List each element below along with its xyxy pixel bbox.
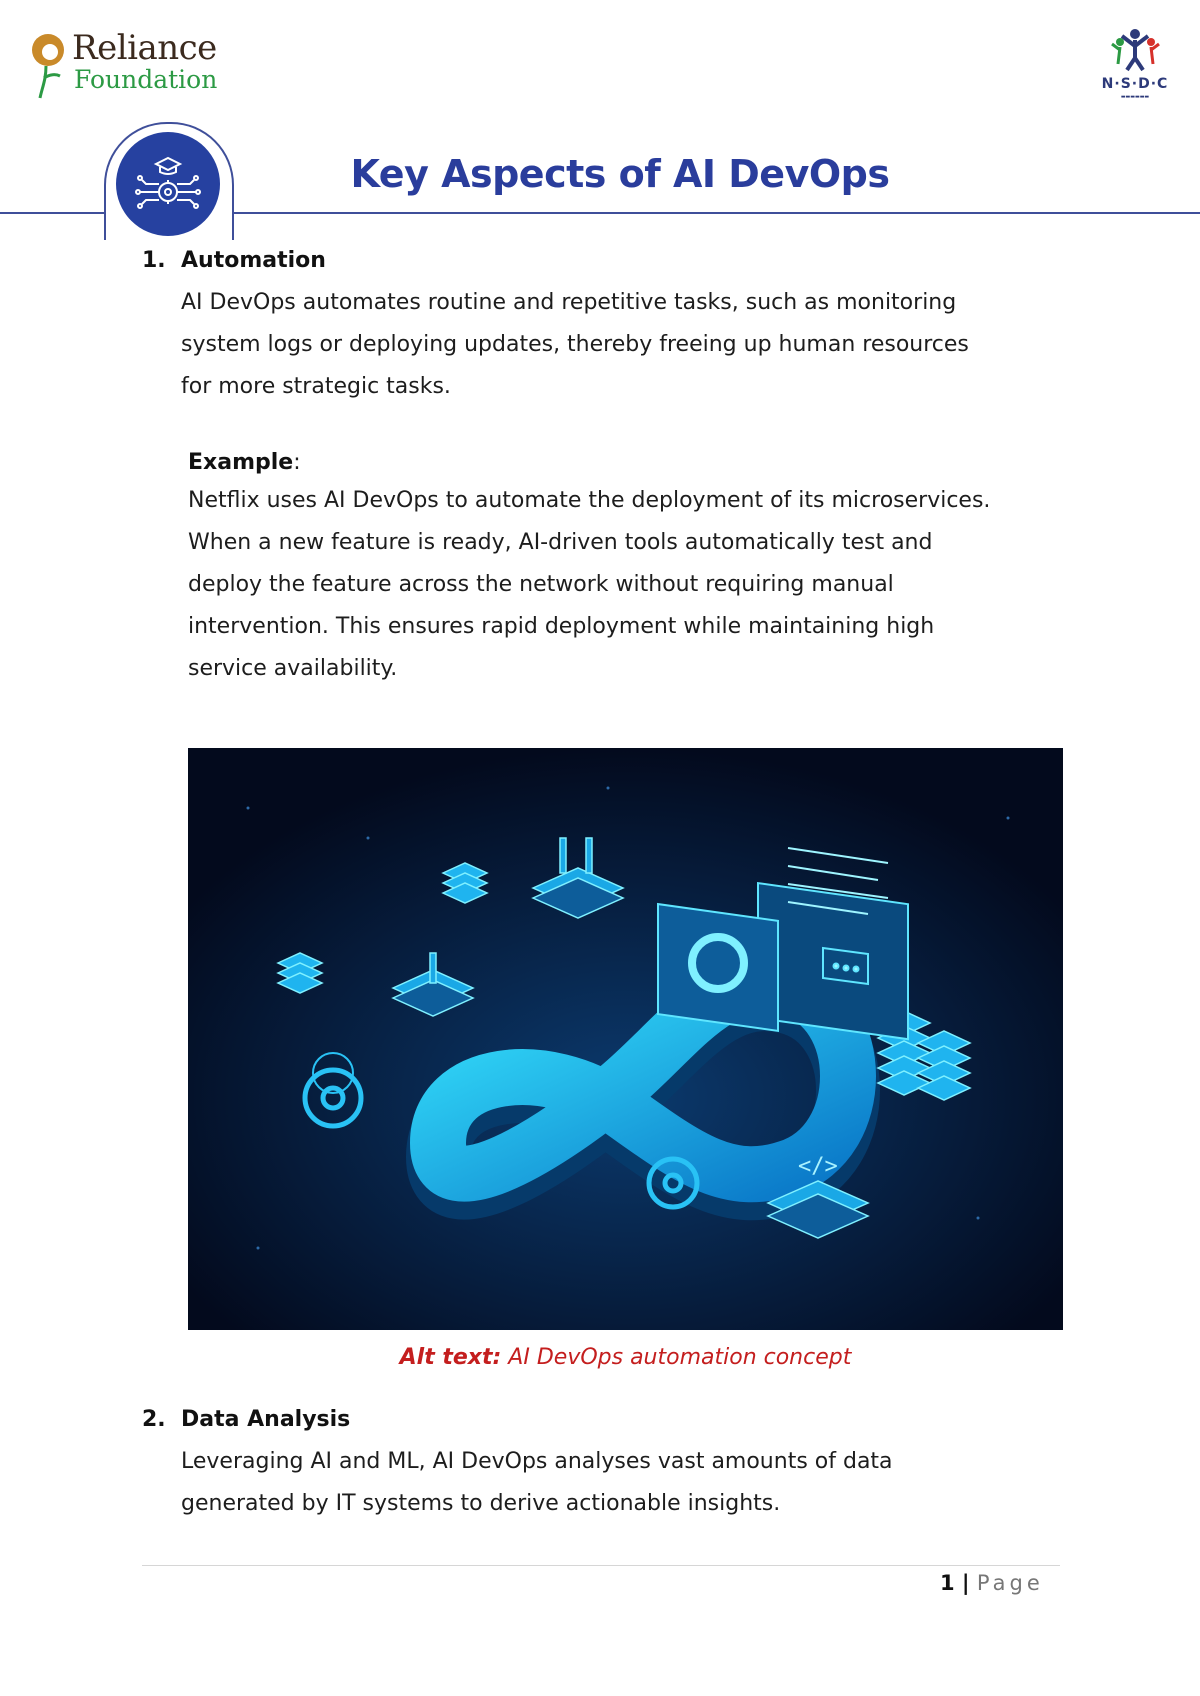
- example-line: intervention. This ensures rapid deployment while maintaining high: [188, 614, 935, 639]
- body-line: for more strategic tasks.: [181, 374, 451, 399]
- body-line: generated by IT systems to derive actionable insights.: [181, 1491, 781, 1516]
- body-line: system logs or deploying updates, thereby freeing up human resources: [181, 332, 969, 357]
- badge: [116, 132, 220, 236]
- example-line: When a new feature is ready, AI-driven tools automatically test and: [188, 530, 933, 555]
- footer-divider: [142, 1565, 1060, 1566]
- example-heading: [188, 442, 301, 484]
- page-separator: |: [954, 1571, 977, 1595]
- image-caption: [188, 1345, 1063, 1370]
- caption-text: AI DevOps automation concept: [501, 1345, 852, 1370]
- example-body: [188, 480, 1088, 690]
- example-label: Example: [188, 450, 294, 475]
- section-heading: Data Analysis: [181, 1407, 351, 1432]
- body-line: Leveraging AI and ML, AI DevOps analyses vast amounts of data: [181, 1449, 893, 1474]
- nsdc-wordmark: N·S·D·C: [1101, 76, 1169, 92]
- example-line: deploy the feature across the network without requiring manual: [188, 572, 894, 597]
- section-number: 2.: [142, 1407, 166, 1432]
- section-heading: Automation: [181, 248, 326, 273]
- page-footer: [940, 1571, 1050, 1595]
- section-body: [181, 282, 1081, 408]
- graduation-cap-gear-circuit-icon: [116, 132, 220, 236]
- body-line: AI DevOps automates routine and repetitive tasks, such as monitoring: [181, 290, 957, 315]
- devops-illustration: [188, 748, 1063, 1330]
- svg-text:</>: </>: [798, 1154, 838, 1179]
- page-title: Key Aspects of AI DevOps: [350, 152, 890, 196]
- caption-label: Alt text:: [399, 1345, 502, 1370]
- reliance-flame-icon: [28, 30, 68, 100]
- reliance-name: Reliance: [72, 28, 217, 68]
- example-line: service availability.: [188, 656, 398, 681]
- devops-infinity-loop-illustration: [188, 748, 1063, 1330]
- nsdc-logo: [1090, 26, 1180, 104]
- nsdc-tagline: ▬▬▬▬▬▬: [1120, 94, 1150, 100]
- people-figures-icon: [1108, 26, 1162, 74]
- section-body: [181, 1441, 1081, 1525]
- page-word: Page: [976, 1571, 1044, 1595]
- reliance-foundation-logo: [28, 28, 228, 100]
- page-number: 1: [940, 1571, 955, 1595]
- section-number: 1.: [142, 248, 166, 273]
- example-line: Netflix uses AI DevOps to automate the deployment of its microservices.: [188, 488, 991, 513]
- foundation-name: Foundation: [74, 65, 218, 94]
- example-colon: :: [293, 450, 301, 475]
